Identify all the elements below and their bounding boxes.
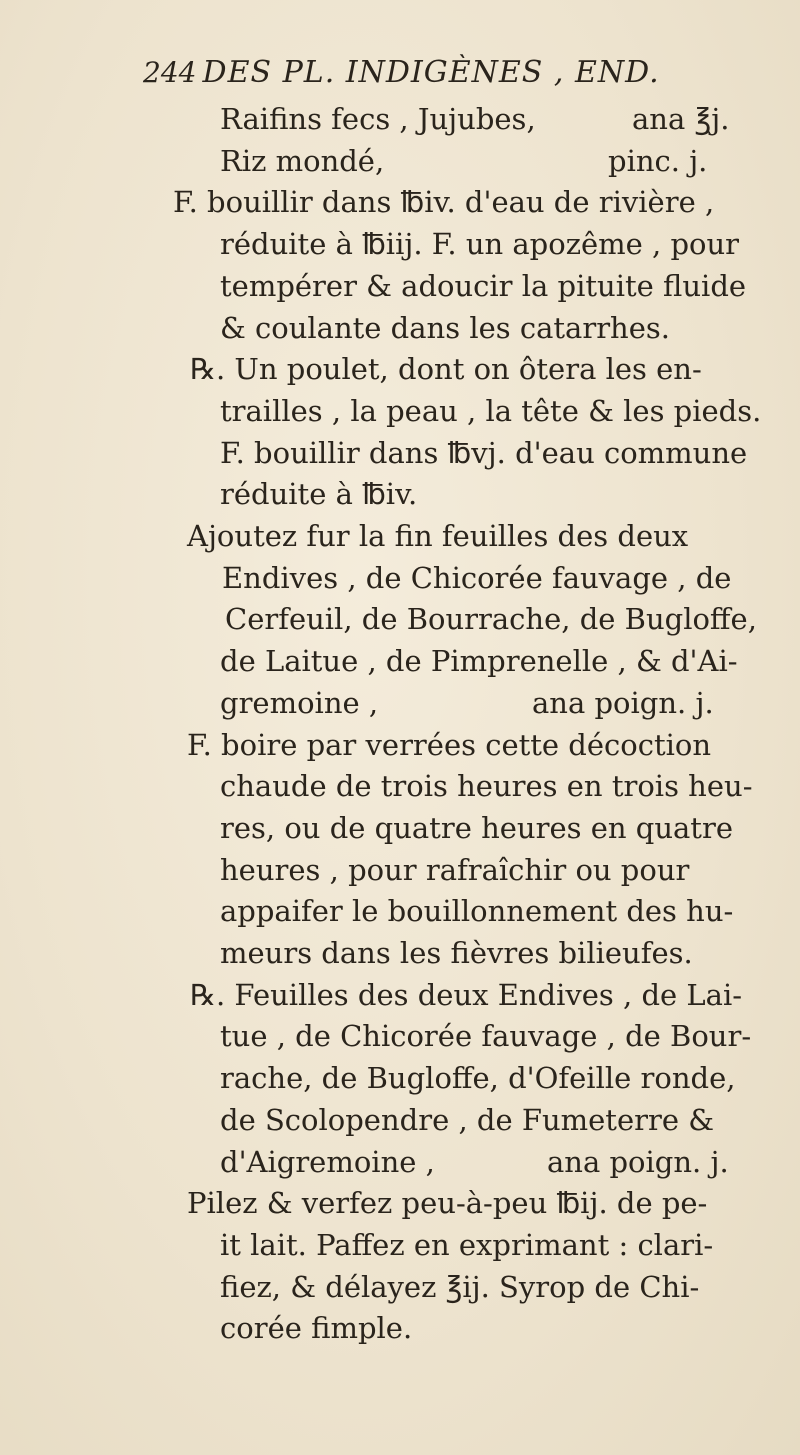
text-line: [220, 808, 733, 848]
line-text: de Laitue , de Pimprenelle , & d'Ai-: [220, 644, 738, 678]
line-text: gremoine ,: [220, 686, 379, 720]
text-line: [220, 933, 693, 973]
text-line: [220, 1142, 435, 1182]
text-line: [173, 182, 714, 222]
text-line: [220, 1267, 699, 1307]
text-line: [220, 266, 746, 306]
line-text: réduite à ℔iij. F. un apozême , pour: [220, 227, 740, 261]
line-text: & coulante dans les catarrhes.: [220, 311, 670, 345]
line-text: chaude de trois heures en trois heu-: [220, 769, 753, 803]
text-line: [220, 224, 739, 264]
line-text: F. bouillir dans ℔vj. d'eau commune: [220, 436, 748, 470]
text-line: [187, 725, 711, 765]
text-line: [220, 391, 761, 431]
line-text: Ajoutez fur la fin feuilles des deux: [187, 519, 689, 553]
text-line: [222, 558, 731, 598]
line-text: ℞. Feuilles des deux Endives , de Lai-: [190, 978, 743, 1012]
text-line: [220, 683, 378, 723]
line-text: d'Aigremoine ,: [220, 1145, 435, 1179]
text-line: [187, 516, 688, 556]
line-text: rache, de Bugloffe, d'Ofeille ronde,: [220, 1061, 736, 1095]
text-line: [220, 891, 733, 931]
line-text: ℞. Un poulet, dont on ôtera les en-: [190, 352, 702, 386]
page-number: 244: [143, 56, 197, 89]
dose-text: pinc. j.: [608, 144, 708, 178]
text-line: [220, 1225, 713, 1265]
running-title: DES PL. INDIGÈNES , END.: [202, 55, 660, 90]
text-line: [225, 599, 757, 639]
line-text: de Scolopendre , de Fumeterre &: [220, 1103, 715, 1137]
text-line: [220, 766, 753, 806]
line-text: heures , pour rafraîchir ou pour: [220, 853, 690, 887]
text-line: [220, 433, 747, 473]
line-text: meurs dans les fièvres bilieufes.: [220, 936, 693, 970]
text-line: [220, 1308, 412, 1348]
text-line: [220, 474, 417, 514]
text-line: [220, 1100, 714, 1140]
line-text: Raifins fecs , Jujubes,: [220, 102, 536, 136]
line-text: appaifer le bouillonnement des hu-: [220, 894, 734, 928]
line-text: Riz mondé,: [220, 144, 385, 178]
line-text: F. boire par verrées cette décoction: [187, 728, 712, 762]
line-text: F. bouillir dans ℔iv. d'eau de rivière ,: [173, 185, 715, 219]
text-line: [220, 99, 536, 139]
dose-text: ana poign. j.: [532, 686, 714, 720]
text-line: [220, 308, 670, 348]
text-line: [190, 349, 702, 389]
text-line: [220, 1016, 751, 1056]
line-text: tue , de Chicorée fauvage , de Bour-: [220, 1019, 752, 1053]
line-text: fiez, & délayez ℥ij. Syrop de Chi-: [220, 1270, 700, 1304]
line-text: Endives , de Chicorée fauvage , de: [222, 561, 732, 595]
line-text: res, ou de quatre heures en quatre: [220, 811, 733, 845]
line-text: it lait. Paffez en exprimant : clari-: [220, 1228, 714, 1262]
text-line: [220, 850, 689, 890]
text-line: [190, 975, 742, 1015]
dose-text: ana ℥j.: [632, 102, 730, 136]
dose-text: ana poign. j.: [547, 1145, 729, 1179]
text-line: [220, 1058, 735, 1098]
line-text: corée fimple.: [220, 1311, 413, 1345]
line-text: Pilez & verfez peu-à-peu ℔ij. de pe-: [187, 1186, 708, 1220]
line-text: Cerfeuil, de Bourrache, de Bugloffe,: [225, 602, 757, 636]
text-line: [220, 141, 384, 181]
running-header: [143, 48, 743, 98]
text-line: [220, 641, 738, 681]
line-text: trailles , la peau , la tête & les pieds.: [220, 394, 762, 428]
line-text: tempérer & adoucir la pituite fluide: [220, 269, 747, 303]
line-text: réduite à ℔iv.: [220, 477, 418, 511]
text-line: [187, 1183, 707, 1223]
